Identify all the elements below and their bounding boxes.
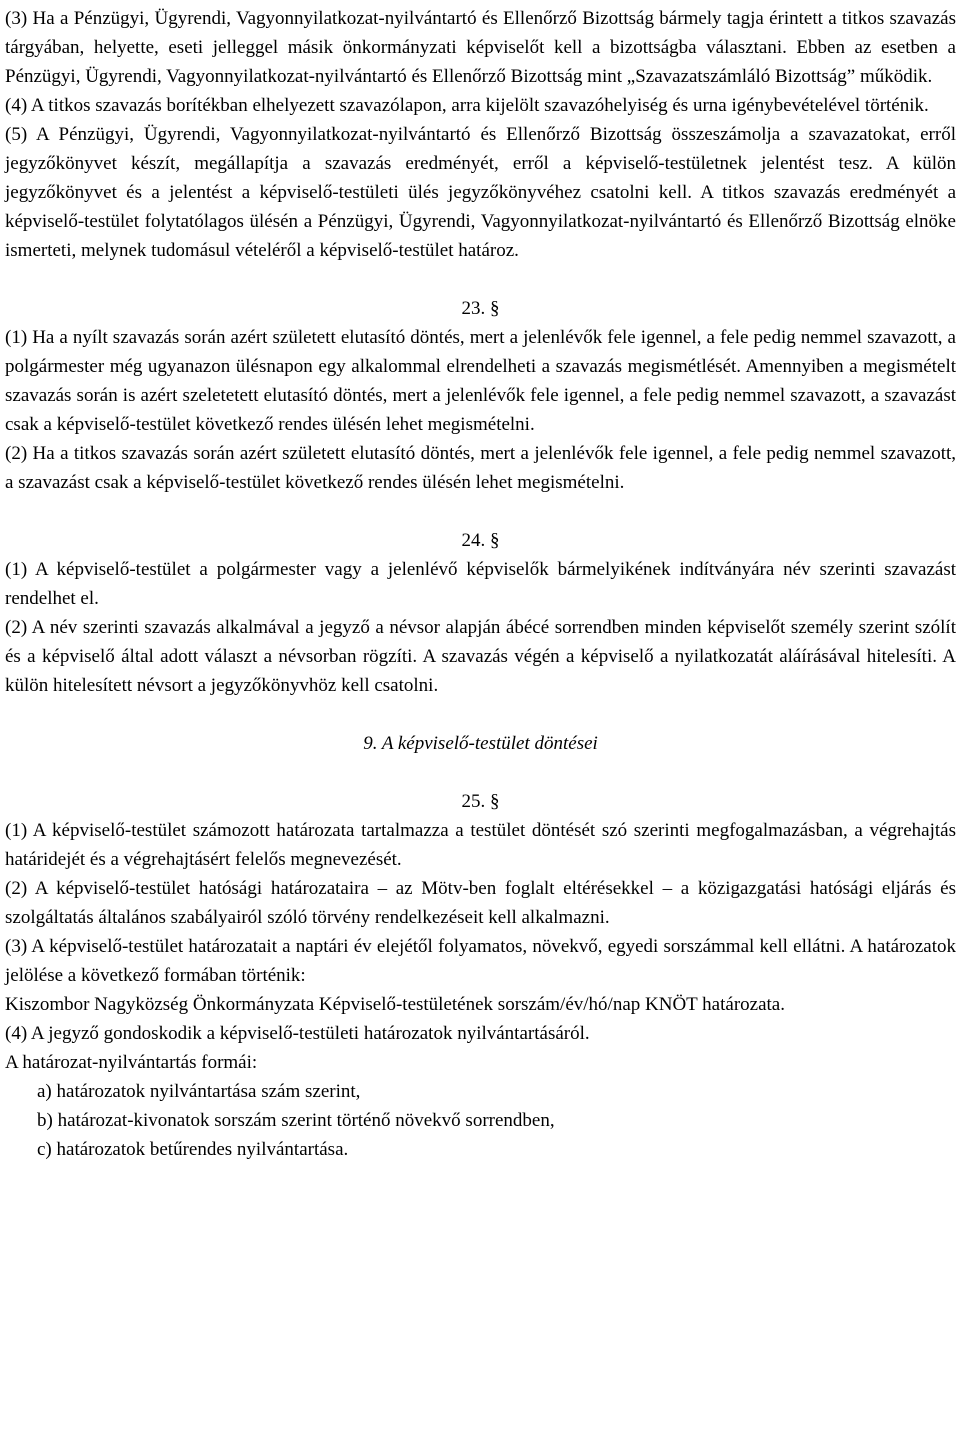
body-paragraph: Kiszombor Nagyközség Önkormányzata Képviselő-testületének sorszám/év/hó/nap KNÖT határozata. [5,994,785,1015]
body-paragraph: (2) A név szerinti szavazás alkalmával a jegyző a névsor alapján ábécé sorrendben minden képviselőt személy szerint szólít és a képviselő által adott választ a névsorban rögzíti. A szavazás végén a képviselő a nyilatkozatát aláírásával hitelesíti. A külön hitelesített névsort a jegyzőkönyvhöz kell csatolni. [5,617,956,696]
blank-line [5,265,956,294]
list-item: c) határozatok betűrendes nyilvántartása. [37,1139,349,1160]
body-paragraph: (5) A Pénzügyi, Ügyrendi, Vagyonnyilatkozat-nyilvántartó és Ellenőrző Bizottság összeszámolja a szavazatokat, erről jegyzőkönyvet készít, megállapítja a szavazás eredményét, erről a képviselő-testületnek jelentést tesz. A külön jegyzőkönyvet és a jelentést a képviselő-testületi ülés jegyzőkönyvéhez csatolni kell. A titkos szavazás eredményét a képviselő-testület folytatólagos ülésén a Pénzügyi, Ügyrendi, Vagyonnyilatkozat-nyilvántartó és Ellenőrző Bizottság elnöke ismerteti, melynek tudomásul vételéről a képviselő-testület határoz. [5,124,956,261]
paragraph-heading: 25. § [461,791,500,812]
body-paragraph: (4) A jegyző gondoskodik a képviselő-testületi határozatok nyilvántartásáról. [5,1023,590,1044]
body-paragraph: (3) A képviselő-testület határozatait a naptári év elejétől folyamatos, növekvő, egyedi sorszámmal kell ellátni. A határozatok jelölése a következő formában történik: [5,936,956,986]
body-paragraph: (4) A titkos szavazás borítékban elhelyezett szavazólapon, arra kijelölt szavazóhelyiség és urna igénybevételével történik. [5,95,929,116]
body-paragraph: (2) Ha a titkos szavazás során azért született elutasító döntés, mert a jelenlévők fele igennel, a fele pedig nemmel szavazott, a szavazást csak a képviselő-testület következő rendes ülésén lehet megismételni. [5,443,956,493]
blank-line [5,758,956,787]
blank-line [5,700,956,729]
paragraph-heading: 24. § [461,530,500,551]
body-paragraph: A határozat-nyilvántartás formái: [5,1052,258,1073]
body-paragraph: (1) Ha a nyílt szavazás során azért született elutasító döntés, mert a jelenlévők fele igennel, a fele pedig nemmel szavazott, a polgármester még ugyanazon ülésnapon egy alkalommal elrendelheti a szavazás megismétlését. Amennyiben a megismételt szavazás során is azért szeletetett elutasító döntés, mert a jelenlévők fele igennel, a fele pedig nemmel szavazott, a szavazást csak a képviselő-testület következő rendes ülésén lehet megismételni. [5,327,956,435]
list [5,1077,956,1164]
body-paragraph: (2) A képviselő-testület hatósági határozataira – az Mötv-ben foglalt eltérésekkel – a közigazgatási hatósági eljárás és szolgáltatás általános szabályairól szóló törvény rendelkezéseit kell alkalmazni. [5,878,956,928]
body-paragraph: (1) A képviselő-testület számozott határozata tartalmazza a testület döntését szó szerinti megfogalmazásban, a végrehajtás határidejét és a végrehajtásért felelős megnevezését. [5,820,956,870]
list-item: b) határozat-kivonatok sorszám szerint történő növekvő sorrendben, [37,1110,555,1131]
blank-line [5,497,956,526]
body-paragraph: (1) A képviselő-testület a polgármester vagy a jelenlévő képviselők bármelyikének indítványára név szerinti szavazást rendelhet el. [5,559,956,609]
paragraph-heading: 23. § [461,298,500,319]
section-title: 9. A képviselő-testület döntései [363,733,598,754]
body-paragraph: (3) Ha a Pénzügyi, Ügyrendi, Vagyonnyilatkozat-nyilvántartó és Ellenőrző Bizottság bármely tagja érintett a titkos szavazás tárgyában, helyette, eseti jelleggel másik önkormányzati képviselőt kell a bizottságba választani. Ebben az esetben a Pénzügyi, Ügyrendi, Vagyonnyilatkozat-nyilvántartó és Ellenőrző Bizottság mint „Szavazatszámláló Bizottság” működik. [5,8,956,87]
list-item: a) határozatok nyilvántartása szám szerint, [37,1081,361,1102]
